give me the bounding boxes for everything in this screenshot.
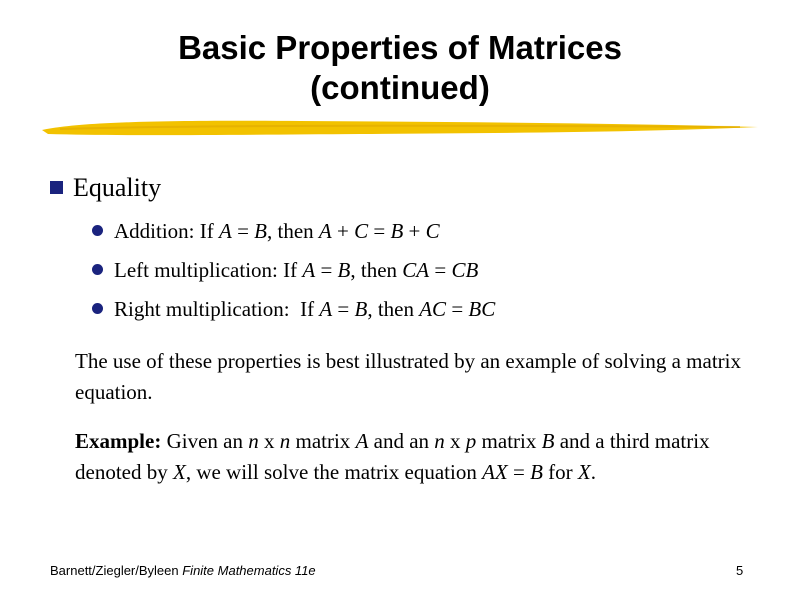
math-var: A: [355, 429, 369, 453]
text-run: Given an: [161, 429, 249, 453]
text-run: matrix: [290, 429, 356, 453]
footer-citation: [50, 563, 316, 578]
subbullet-text: , then: [267, 219, 319, 243]
math-op: +: [331, 219, 355, 243]
math-op: =: [231, 219, 255, 243]
math-var: AC: [419, 297, 447, 321]
math-var: n: [248, 429, 259, 453]
math-var: CB: [451, 258, 479, 282]
math-op: =: [429, 258, 452, 282]
math-var: C: [425, 219, 440, 243]
paragraph-example: [75, 426, 765, 488]
text-run: x: [444, 429, 466, 453]
bullet-equality: [50, 172, 161, 204]
subbullet-text: Right multiplication: If: [114, 297, 320, 321]
math-var: n: [279, 429, 291, 453]
math-var: n: [434, 429, 445, 453]
math-op: =: [368, 219, 391, 243]
math-var: A: [318, 219, 332, 243]
math-var: CA: [402, 258, 430, 282]
math-var: B: [541, 429, 555, 453]
slide-title-line1: Basic Properties of Matrices: [178, 29, 622, 66]
math-var: B: [254, 219, 267, 243]
math-var: A: [219, 219, 232, 243]
text-run: x: [258, 429, 280, 453]
math-op: +: [403, 219, 426, 243]
footer-authors: Barnett/Ziegler/Byleen: [50, 563, 183, 578]
subbullet-text: Left multiplication: If: [114, 258, 303, 282]
subbullet-right-multiplication: [92, 296, 495, 322]
footer-book-title: Finite Mathematics 11e: [182, 563, 316, 578]
text-run: for: [542, 460, 578, 484]
round-bullet-icon: [92, 303, 103, 314]
subbullet-left-multiplication: [92, 257, 478, 283]
slide-page-number: 5: [736, 563, 744, 578]
subbullet-text: , then: [350, 258, 403, 282]
title-underline-swoosh: [40, 114, 760, 144]
math-var: B: [337, 258, 351, 282]
math-var: B: [530, 460, 543, 484]
subbullet-text: Addition: If: [114, 219, 219, 243]
slide-title: [0, 28, 800, 108]
math-var: A: [302, 258, 316, 282]
math-op: =: [332, 297, 355, 321]
text-run: , we will solve the matrix equation: [185, 460, 483, 484]
text-run: and an: [368, 429, 435, 453]
subbullet-addition: [92, 218, 440, 244]
math-var: AX: [482, 460, 508, 484]
text-run: matrix: [476, 429, 542, 453]
bullet-equality-label: Equality: [73, 173, 162, 202]
math-var: p: [465, 429, 477, 453]
subbullet-text: , then: [367, 297, 420, 321]
paragraph-intro: The use of these properties is best illustrated by an example of solving a matrix equation.: [75, 349, 741, 404]
math-var: A: [319, 297, 333, 321]
round-bullet-icon: [92, 264, 103, 275]
math-var: B: [354, 297, 368, 321]
math-var: X: [172, 460, 186, 484]
math-op: =: [446, 297, 469, 321]
slide-title-line2: (continued): [310, 69, 490, 106]
math-var: C: [354, 219, 369, 243]
text-run: .: [590, 460, 596, 484]
text-run: =: [507, 460, 531, 484]
math-var: BC: [468, 297, 496, 321]
math-op: =: [315, 258, 338, 282]
round-bullet-icon: [92, 225, 103, 236]
math-var: X: [577, 460, 591, 484]
square-bullet-icon: [50, 181, 63, 194]
math-var: B: [390, 219, 404, 243]
example-label: Example:: [75, 429, 162, 453]
text-run: and a third matrix denoted by: [75, 429, 710, 484]
